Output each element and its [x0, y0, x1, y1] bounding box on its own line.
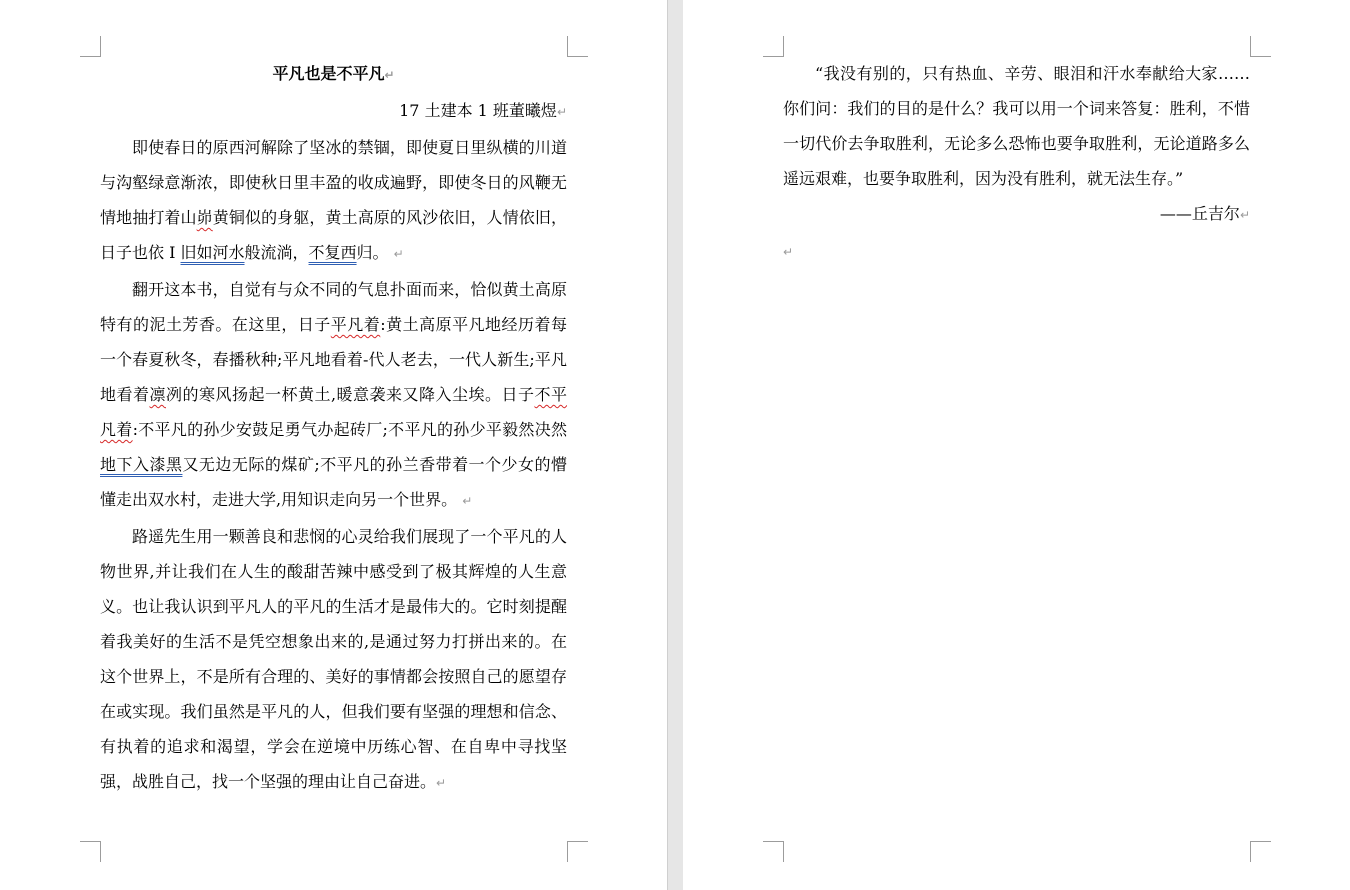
document-title[interactable]: 平凡也是不平凡↵: [272, 64, 395, 83]
crop-mark-bottom-right: [1250, 841, 1271, 862]
quote-attribution[interactable]: ——丘吉尔↵: [1159, 204, 1250, 223]
spelling-flag[interactable]: 平凡着: [330, 315, 381, 334]
spelling-flag[interactable]: 凛: [149, 385, 166, 404]
grammar-flag[interactable]: 不复西: [308, 243, 357, 262]
crop-mark-top-left: [80, 36, 101, 57]
grammar-flag[interactable]: 旧如河水: [180, 243, 245, 262]
empty-paragraph[interactable]: ↵: [783, 245, 794, 259]
churchill-quote[interactable]: “我没有别的，只有热血、辛劳、眼泪和汗水奉献给大家……你们问：我们的目的是什么？我可以用一个词来答复：胜利，不惜一切代价去争取胜利，无论多么恐怖也要争取胜利，无论道路多么遥远艰难，也要争取胜利，因为没有胜利，就无法生存。”: [783, 64, 1250, 188]
page-gutter: [667, 0, 684, 890]
crop-mark-bottom-right: [567, 841, 588, 862]
page-2: [683, 0, 1350, 890]
grammar-flag[interactable]: 地下入漆黑: [100, 455, 183, 474]
page-1: [0, 0, 667, 890]
crop-mark-top-left: [763, 36, 784, 57]
spelling-flag[interactable]: 不平凡着: [100, 385, 567, 439]
paragraph-3[interactable]: 路遥先生用一颗善良和悲悯的心灵给我们展现了一个平凡的人物世界,并让我们在人生的酸甜苦辣中感受到了极其辉煌的人生意义。也让我认识到平凡人的平凡的生活才是最伟大的。它时刻提醒着我美好的生活不是凭空想象出来的,是通过努力打拼出来的。在这个世界上，不是所有合理的、美好的事情都会按照自己的愿望存在或实现。我们虽然是平凡的人，但我们要有坚强的理想和信念、有执着的追求和渴望，学会在逆境中历练心智、在自卑中寻找坚强，战胜自己，找一个坚强的理由让自己奋进。↵: [100, 527, 567, 791]
page-1-body[interactable]: [100, 56, 567, 801]
crop-mark-top-right: [567, 36, 588, 57]
paragraph-1[interactable]: 即使春日的原西河解除了坚冰的禁锢，即使夏日里纵横的川道与沟壑绿意渐浓，即使秋日里丰盈的收成遍野，即使冬日的风鞭无情地抽打着山峁黄铜似的身躯，黄土高原的风沙依旧，人情依旧，日子也依 I 旧如河水般流淌，不复西归。 ↵: [100, 138, 567, 262]
spelling-flag[interactable]: 峁: [196, 208, 213, 227]
crop-mark-bottom-left: [80, 841, 101, 862]
page-2-body[interactable]: [783, 56, 1250, 268]
crop-mark-bottom-left: [763, 841, 784, 862]
crop-mark-top-right: [1250, 36, 1271, 57]
author-byline[interactable]: 17 土建本 1 班董曦煜↵: [399, 101, 567, 120]
paragraph-2[interactable]: 翻开这本书，自觉有与众不同的气息扑面而来，恰似黄土高原特有的泥土芳香。在这里，日子平凡着:黄土高原平凡地经历着每一个春夏秋冬，春播秋种;平凡地看着-代人老去，一代人新生;平凡地看着凛冽的寒风扬起一杯黄土,暖意袭来又降入尘埃。日子不平凡着:不平凡的孙少安鼓足勇气办起砖厂;不平凡的孙少平毅然决然地下入漆黑又无边无际的煤矿;不平凡的孙兰香带着一个少女的懵懂走出双水村，走进大学,用知识走向另一个世界。 ↵: [100, 280, 567, 509]
